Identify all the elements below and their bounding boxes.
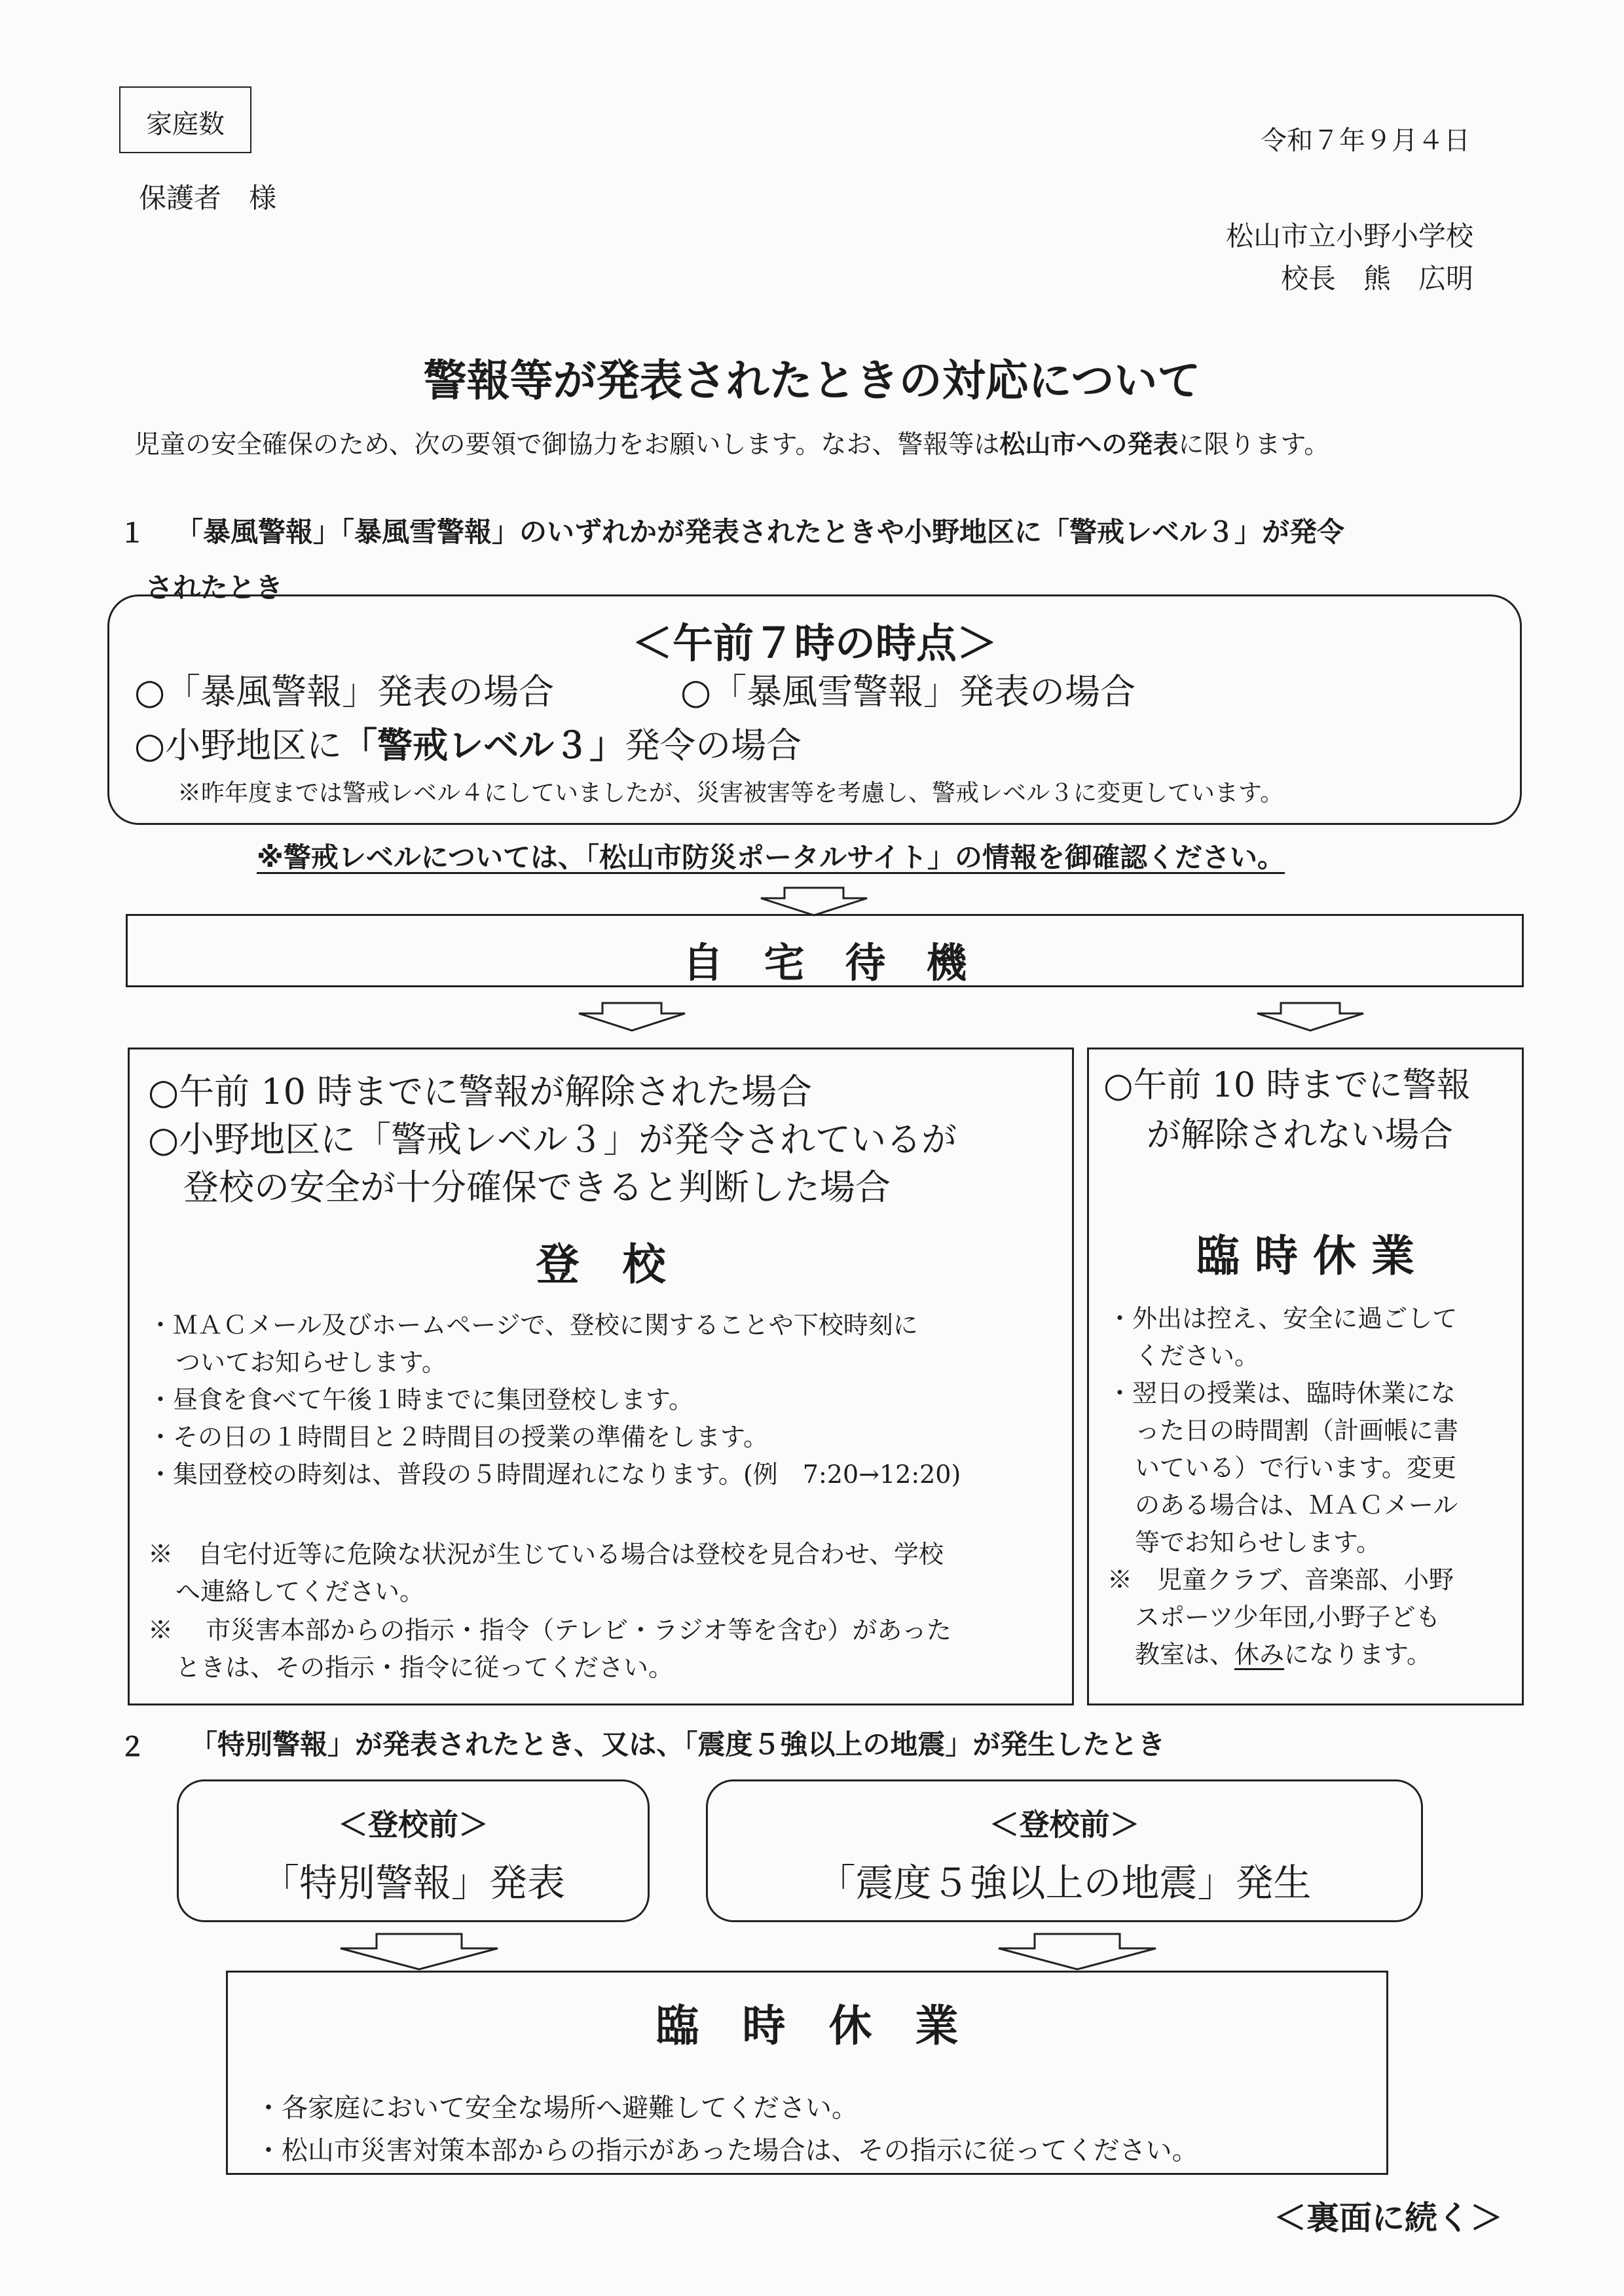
- closure-line-last: [1135, 1634, 1431, 1670]
- category-label-box: [119, 86, 251, 153]
- case-level-b: 「警戒レベル３」: [342, 725, 625, 766]
- special-warning-box: [177, 1779, 650, 1922]
- timepoint-heading: ＜午前７時の時点＞: [631, 619, 997, 667]
- addressee: 保護者 様: [139, 182, 277, 214]
- case-level-a: ○小野地区に: [134, 725, 342, 766]
- attendance-note: ※ 自宅付近等に危険な状況が生じている場合は登校を見合わせ、学校: [148, 1540, 944, 1569]
- closure-line: いている）で行います。変更: [1135, 1453, 1456, 1482]
- closure-line: のある場合は、ＭＡＣメール: [1135, 1491, 1458, 1520]
- temporary-closure-box: [1087, 1048, 1524, 1705]
- attendance-result: 登 校: [536, 1239, 666, 1290]
- closure-line: った日の時間割（計画帳に書: [1135, 1416, 1459, 1445]
- intro-text-b: に限ります。: [1178, 430, 1330, 460]
- attendance-condition-2: ○小野地区に「警戒レベル３」が発令されているが: [148, 1119, 957, 1160]
- case-level: [134, 718, 802, 768]
- closure-condition-1: ○午前 10 時までに警報: [1103, 1066, 1471, 1105]
- closure-last-a: 教室は、: [1135, 1640, 1235, 1669]
- section2-heading: 「特別警報」が発表されたとき、又は、「震度５強以上の地震」が発生したとき: [190, 1728, 1166, 1760]
- attendance-bullet: ・その日の１時間目と２時間目の授業の準備をします。: [148, 1423, 768, 1451]
- attendance-note: へ連絡してください。: [175, 1577, 425, 1606]
- special-warning-label: ＜登校前＞: [338, 1807, 489, 1842]
- timepoint-box: [107, 594, 1522, 825]
- portal-note: ※警戒レベルについては、「松山市防災ポータルサイト」の情報を御確認ください。: [257, 841, 1285, 873]
- case-level-c: 発令の場合: [625, 725, 802, 766]
- closure-last-underlined: 休み: [1234, 1640, 1285, 1669]
- closure-line: ※ 児童クラブ、音楽部、小野: [1107, 1565, 1454, 1594]
- down-arrow-icon: [758, 885, 870, 917]
- attendance-bullet: ついてお知らせします。: [175, 1348, 447, 1377]
- closure-line: スポーツ少年団,小野子ども: [1135, 1603, 1441, 1631]
- section2-closure-result: 臨 時 休 業: [655, 2001, 959, 2051]
- closure-line: ・翌日の授業は、臨時休業にな: [1107, 1379, 1456, 1408]
- section2-bullet-2: ・松山市災害対策本部からの指示があった場合は、その指示に従ってください。: [255, 2136, 1198, 2166]
- school-name: 松山市立小野小学校: [1225, 220, 1473, 252]
- section2-bullet-1: ・各家庭において安全な場所へ避難してください。: [255, 2093, 858, 2123]
- earthquake-label: ＜登校前＞: [989, 1807, 1140, 1842]
- level-change-note: ※昨年度までは警戒レベル４にしていましたが、災害被害等を考慮し、警戒レベル３に変更しています。: [177, 780, 1284, 807]
- intro-text-a: 児童の安全確保のため、次の要領で御協力をお願いします。なお、警報等は: [134, 430, 1000, 460]
- category-label: 家庭数: [146, 109, 225, 139]
- closure-condition-2: が解除されない場合: [1147, 1116, 1454, 1155]
- section1-heading-line2: されたとき: [145, 572, 284, 604]
- section2-closure-box: [226, 1971, 1388, 2175]
- closure-result: 臨 時 休 業: [1196, 1231, 1414, 1281]
- down-arrow-icon: [995, 1931, 1159, 1972]
- intro-text: [134, 424, 1329, 461]
- earthquake-box: [706, 1779, 1423, 1922]
- attendance-condition-3: 登校の安全が十分確保できると判断した場合: [183, 1167, 891, 1208]
- attendance-note: ※ 市災害本部からの指示・指令（テレビ・ラジオ等を含む）があった: [148, 1616, 951, 1645]
- standby-box: [126, 914, 1524, 987]
- section1-number: １: [119, 519, 145, 549]
- attendance-condition-1: ○午前 10 時までに警報が解除された場合: [148, 1071, 813, 1112]
- closure-last-b: になります。: [1284, 1640, 1431, 1669]
- standby-label: 自 宅 待 機: [682, 939, 967, 987]
- closure-line: ください。: [1135, 1341, 1260, 1370]
- attendance-note: ときは、その指示・指令に従ってください。: [175, 1653, 674, 1682]
- case-storm: ○「暴風警報」発表の場合: [134, 671, 555, 712]
- down-arrow-icon: [1255, 1000, 1366, 1032]
- down-arrow-icon: [576, 1000, 688, 1032]
- school-attendance-box: [128, 1048, 1074, 1705]
- earthquake-text: 「震度５強以上の地震」発生: [817, 1861, 1312, 1905]
- date: 令和７年９月４日: [1261, 126, 1470, 156]
- section1-heading-line1: 「暴風警報」「暴風雪警報」のいずれかが発表されたときや小野地区に「警戒レベル３」が発令: [175, 516, 1345, 548]
- special-warning-text: 「特別警報」発表: [261, 1861, 565, 1905]
- principal-name: 校長 熊 広明: [1280, 263, 1473, 295]
- case-snowstorm: ○「暴風雪警報」発表の場合: [680, 671, 1136, 712]
- section2-number: ２: [119, 1732, 145, 1762]
- intro-text-bold: 松山市への発表: [999, 430, 1179, 460]
- attendance-bullet: ・昼食を食べて午後１時までに集団登校します。: [148, 1385, 693, 1414]
- attendance-bullet: ・集団登校の時刻は、普段の５時間遅れになります。(例 7:20→12:20): [148, 1460, 961, 1489]
- closure-line: ・外出は控え、安全に過ごして: [1107, 1304, 1458, 1333]
- down-arrow-icon: [337, 1931, 501, 1972]
- closure-line: 等でお知らせします。: [1135, 1528, 1381, 1557]
- page-title: 警報等が発表されたときの対応について: [423, 355, 1201, 406]
- attendance-bullet: ・ＭＡＣメール及びホームページで、登校に関することや下校時刻に: [148, 1311, 918, 1339]
- continued-on-back: ＜裏面に続く＞: [1274, 2199, 1503, 2237]
